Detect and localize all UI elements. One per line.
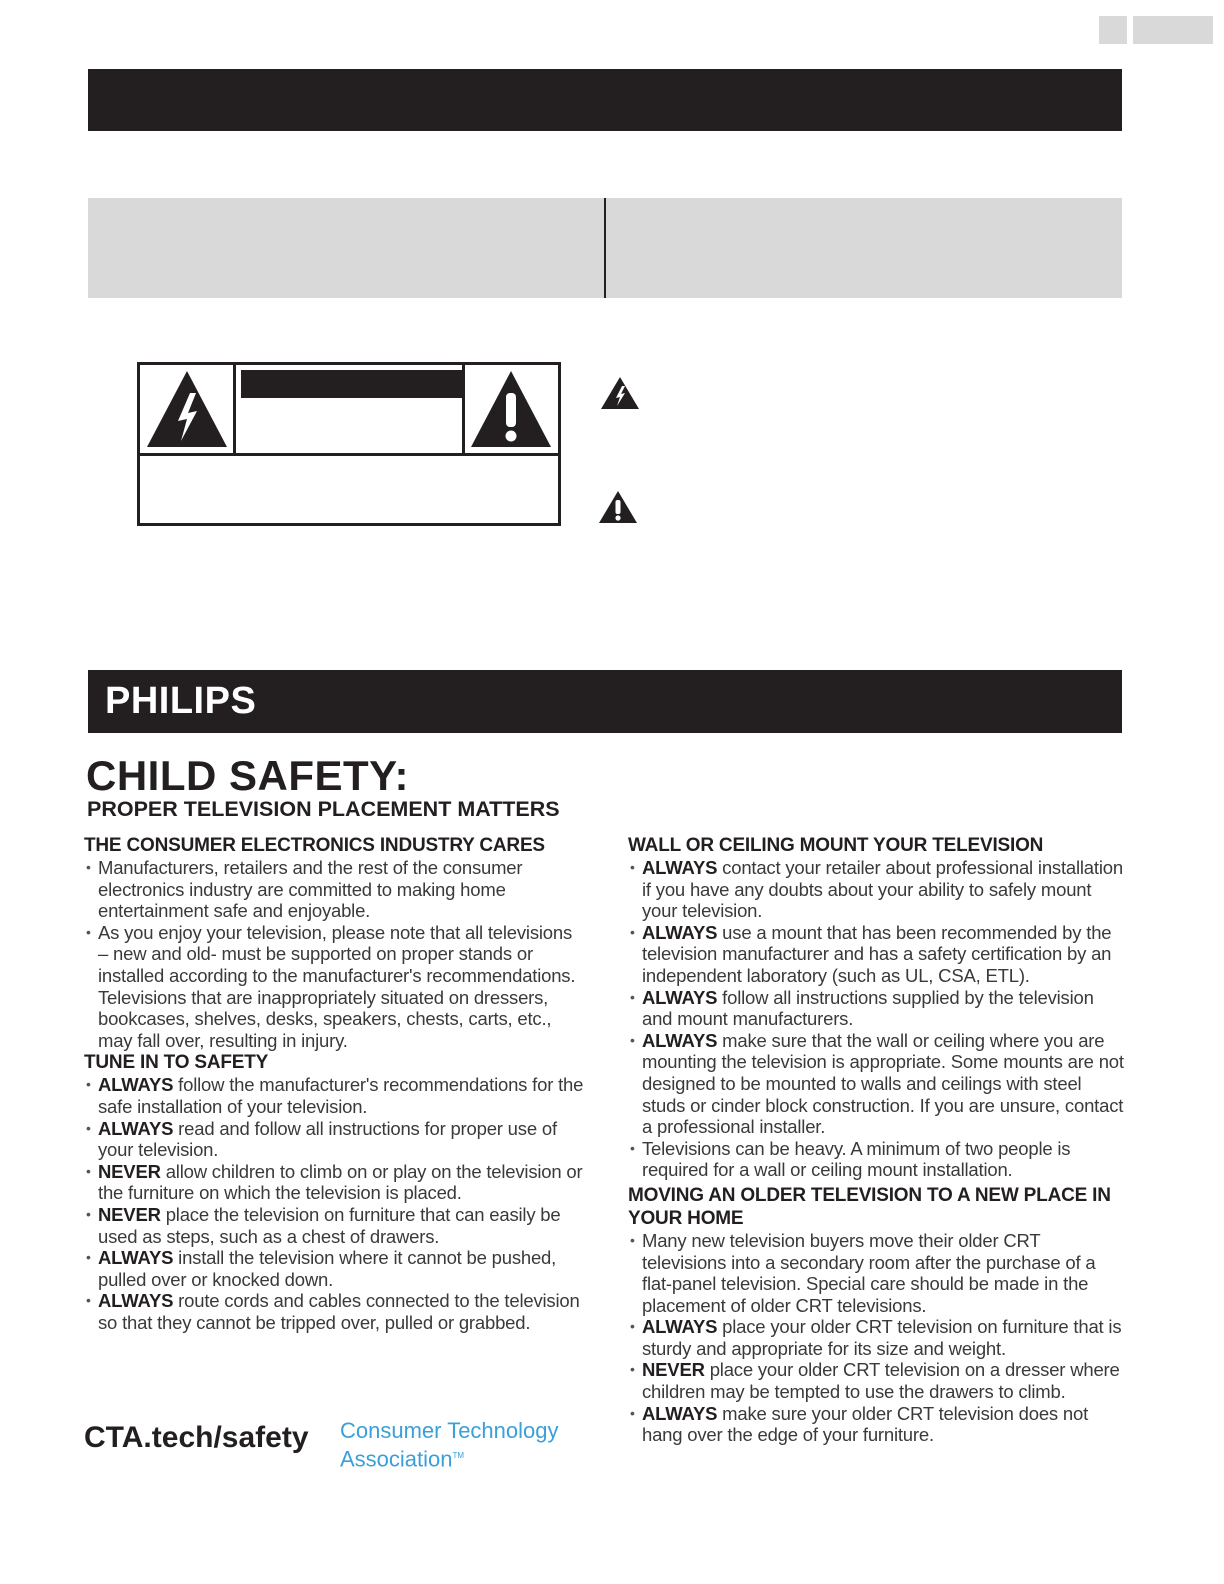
list-item: • ALWAYS install the television where it cannot be pushed, pulled over or knocked down. bbox=[84, 1247, 584, 1290]
cta-assoc-line1: Consumer Technology bbox=[340, 1418, 559, 1443]
left-column bbox=[84, 834, 584, 1333]
right-column bbox=[628, 834, 1128, 1446]
page-subtitle: PROPER TELEVISION PLACEMENT MATTERS bbox=[87, 797, 560, 821]
lightning-triangle-icon bbox=[145, 369, 229, 449]
bullet-list bbox=[628, 1230, 1128, 1446]
caution-label-box bbox=[137, 362, 561, 526]
section-heading: THE CONSUMER ELECTRONICS INDUSTRY CARES bbox=[84, 835, 545, 856]
cta-assoc-line2: Association bbox=[340, 1446, 453, 1472]
cta-safety-link[interactable]: CTA.tech/safety bbox=[84, 1421, 309, 1454]
list-item: • ALWAYS follow all instructions supplied by the television and mount manufacturers. bbox=[628, 987, 1128, 1030]
list-item: • Televisions can be heavy. A minimum of two people is required for a wall or ceiling mount installation. bbox=[628, 1138, 1128, 1181]
lightning-triangle-icon bbox=[600, 376, 640, 410]
list-item: • Manufacturers, retailers and the rest of the consumer electronics industry are committed to making home entertainment safe and enjoyable. bbox=[84, 857, 584, 922]
list-item: • NEVER place your older CRT television on a dresser where children may be tempted to use the drawers to climb. bbox=[628, 1359, 1128, 1402]
exclamation-triangle-icon bbox=[598, 490, 638, 524]
section-heading: TUNE IN TO SAFETY bbox=[84, 1052, 269, 1074]
list-item: • ALWAYS place your older CRT television on furniture that is sturdy and appropriate for its size and weight. bbox=[628, 1316, 1128, 1359]
bullet-list bbox=[84, 857, 584, 1051]
list-item: • ALWAYS make sure your older CRT television does not hang over the edge of your furniture. bbox=[628, 1403, 1128, 1446]
section-heading: WALL OR CEILING MOUNT YOUR TELEVISION bbox=[628, 835, 1044, 856]
bullet-list bbox=[84, 1074, 584, 1333]
list-item: • ALWAYS read and follow all instructions for proper use of your television. bbox=[84, 1118, 584, 1161]
caution-divider bbox=[140, 453, 558, 456]
caution-left-cell bbox=[140, 365, 236, 453]
caution-title-bar bbox=[241, 370, 463, 398]
bullet-list bbox=[628, 857, 1128, 1181]
page-tab-right bbox=[1133, 16, 1213, 44]
section-heading: MOVING AN OLDER TELEVISION TO A NEW PLACE IN YOUR HOME bbox=[628, 1184, 1111, 1229]
list-item: • As you enjoy your television, please note that all televisions – new and old- must be supported on proper stands or installed according to the manufacturer's recommendations. Televisions that are inappropriately situated on dressers, bookcases, shelves, desks, speakers, chests, carts, etc., may fall over, resulting in injury. bbox=[84, 922, 584, 1052]
list-item: • ALWAYS route cords and cables connected to the television so that they cannot be tripped over, pulled or grabbed. bbox=[84, 1290, 584, 1333]
header-bar bbox=[88, 69, 1122, 131]
list-item: • ALWAYS make sure that the wall or ceiling where you are mounting the television is appropriate. Some mounts are not designed to be mounted to walls and ceilings with steel studs or cinder block construction. If you are unsure, contact a professional installer. bbox=[628, 1030, 1128, 1138]
exclamation-triangle-icon bbox=[469, 369, 553, 449]
info-panel bbox=[88, 198, 1122, 298]
cta-association-logo bbox=[340, 1418, 559, 1471]
list-item: • NEVER allow children to climb on or play on the television or the furniture on which the television is placed. bbox=[84, 1161, 584, 1204]
list-item: • Many new television buyers move their older CRT televisions into a secondary room after the purchase of a flat-panel television. Special care should be made in the placement of older CRT televisions. bbox=[628, 1230, 1128, 1316]
brand-logo: PHILIPS bbox=[105, 680, 257, 722]
brand-bar bbox=[88, 670, 1122, 733]
caution-right-cell bbox=[462, 365, 558, 453]
list-item: • NEVER place the television on furniture that can easily be used as steps, such as a chest of drawers. bbox=[84, 1204, 584, 1247]
list-item: • ALWAYS follow the manufacturer's recommendations for the safe installation of your television. bbox=[84, 1074, 584, 1117]
list-item: • ALWAYS use a mount that has been recommended by the television manufacturer and has a safety certification by an independent laboratory (such as UL, CSA, ETL). bbox=[628, 922, 1128, 987]
page-title: CHILD SAFETY: bbox=[86, 752, 410, 799]
page-tab-left bbox=[1099, 16, 1127, 44]
info-panel-divider bbox=[604, 198, 606, 298]
trademark-mark: TM bbox=[452, 1451, 465, 1460]
list-item: • ALWAYS contact your retailer about professional installation if you have any doubts about your ability to safely mount your television. bbox=[628, 857, 1128, 922]
